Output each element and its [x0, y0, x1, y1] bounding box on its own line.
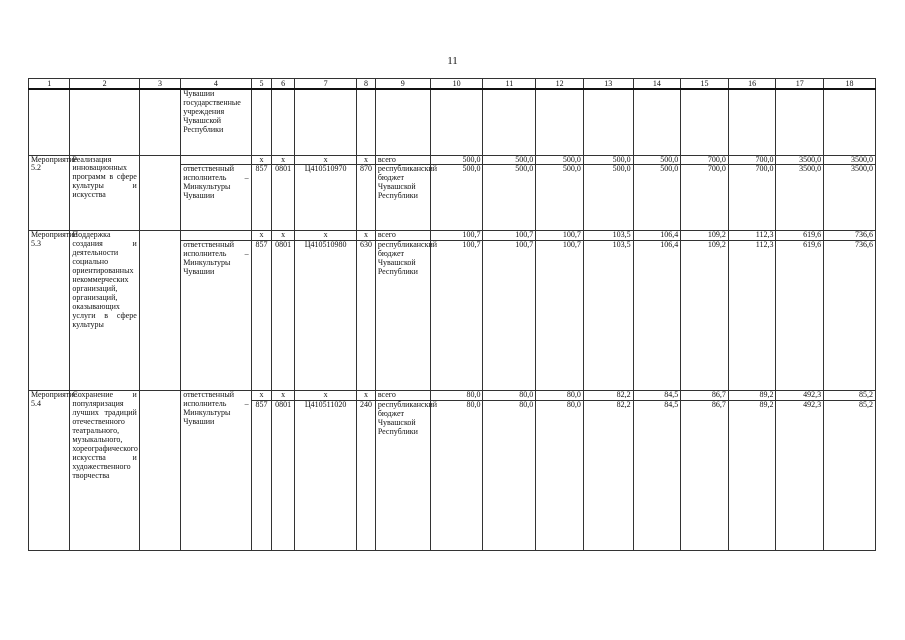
col-header-3: 3 — [139, 79, 180, 90]
col-header-10: 10 — [430, 79, 483, 90]
value-cell: 80,0 — [483, 391, 536, 401]
value-cell: 619,6 — [776, 241, 824, 391]
table-row — [29, 155, 876, 165]
value-cell: 80,0 — [430, 401, 483, 551]
page-number: 11 — [447, 55, 458, 67]
value-cell: 3500,0 — [824, 155, 876, 165]
executor-cell: ответственный исполнитель – Минкультуры Чувашии — [181, 165, 251, 231]
col-header-5: 5 — [251, 79, 272, 90]
value-cell: 500,0 — [536, 155, 584, 165]
source-cell: республиканский бюджет Чувашской Республики — [375, 401, 430, 551]
measure-name: Поддержка создания и деятельности социально ориентированных некоммерческих организаций, организаций, оказывающих услуги в сфере культуры — [70, 231, 139, 391]
value-cell: 103,5 — [583, 231, 633, 241]
measure-id: Мероприятие 5.3 — [29, 231, 70, 391]
value-cell: 103,5 — [583, 241, 633, 391]
value-cell: 106,4 — [633, 231, 681, 241]
value-cell: 3500,0 — [776, 165, 824, 231]
value-cell: 100,7 — [536, 241, 584, 391]
value-cell: 106,4 — [633, 241, 681, 391]
value-cell: 700,0 — [681, 165, 729, 231]
value-cell: 500,0 — [483, 165, 536, 231]
value-cell: 3500,0 — [776, 155, 824, 165]
vr-cell: x — [357, 391, 376, 401]
col-header-12: 12 — [536, 79, 584, 90]
value-cell: 89,2 — [728, 401, 776, 551]
col-header-17: 17 — [776, 79, 824, 90]
value-cell: 100,7 — [430, 231, 483, 241]
vr-cell: 240 — [357, 401, 376, 551]
source-cell: всего — [375, 231, 430, 241]
value-cell: 500,0 — [430, 165, 483, 231]
value-cell: 700,0 — [728, 155, 776, 165]
col-header-4: 4 — [181, 79, 251, 90]
grbs-cell: x — [251, 231, 272, 241]
source-cell: всего — [375, 391, 430, 401]
value-cell: 492,3 — [776, 391, 824, 401]
col-header-14: 14 — [633, 79, 681, 90]
continuation-row — [29, 89, 876, 155]
value-cell: 82,2 — [583, 401, 633, 551]
vr-cell: 870 — [357, 165, 376, 231]
source-cell: всего — [375, 155, 430, 165]
value-cell: 80,0 — [536, 391, 584, 401]
value-cell: 700,0 — [728, 165, 776, 231]
value-cell: 500,0 — [536, 165, 584, 231]
rz-cell: x — [272, 391, 295, 401]
value-cell: 86,7 — [681, 391, 729, 401]
value-cell: 109,2 — [681, 241, 729, 391]
value-cell: 3500,0 — [824, 165, 876, 231]
value-cell: 700,0 — [681, 155, 729, 165]
col-header-8: 8 — [357, 79, 376, 90]
measure-id: Мероприятие 5.4 — [29, 391, 70, 551]
value-cell: 80,0 — [536, 401, 584, 551]
value-cell: 100,7 — [483, 241, 536, 391]
table-row — [29, 391, 876, 401]
col-header-11: 11 — [483, 79, 536, 90]
grbs-cell: 857 — [251, 165, 272, 231]
csr-cell: Ц410511020 — [295, 401, 357, 551]
table-row — [29, 231, 876, 241]
col-header-7: 7 — [295, 79, 357, 90]
value-cell: 500,0 — [583, 155, 633, 165]
csr-cell: x — [295, 231, 357, 241]
csr-cell: Ц410510980 — [295, 241, 357, 391]
value-cell: 80,0 — [483, 401, 536, 551]
col-header-2: 2 — [70, 79, 139, 90]
rz-cell: 0801 — [272, 165, 295, 231]
rz-cell: 0801 — [272, 241, 295, 391]
executor-cell: Чувашии государственные учреждения Чувашской Республики — [181, 89, 251, 155]
value-cell: 100,7 — [483, 231, 536, 241]
value-cell: 84,5 — [633, 391, 681, 401]
value-cell: 109,2 — [681, 231, 729, 241]
column-header-row — [29, 79, 876, 90]
executor-cell: ответственный исполнитель – Минкультуры Чувашии — [181, 391, 251, 551]
value-cell: 736,6 — [824, 231, 876, 241]
source-cell: республиканский бюджет Чувашской Республики — [375, 241, 430, 391]
rz-cell: x — [272, 155, 295, 165]
col-header-18: 18 — [824, 79, 876, 90]
csr-cell: x — [295, 155, 357, 165]
csr-cell: Ц410510970 — [295, 165, 357, 231]
value-cell: 736,6 — [824, 241, 876, 391]
value-cell: 112,3 — [728, 231, 776, 241]
value-cell: 500,0 — [583, 165, 633, 231]
rz-cell: x — [272, 231, 295, 241]
value-cell: 500,0 — [483, 155, 536, 165]
grbs-cell: x — [251, 155, 272, 165]
col-header-1: 1 — [29, 79, 70, 90]
measure-id: Мероприятие 5.2 — [29, 155, 70, 231]
rz-cell: 0801 — [272, 401, 295, 551]
col-header-13: 13 — [583, 79, 633, 90]
col-header-16: 16 — [728, 79, 776, 90]
value-cell: 500,0 — [633, 155, 681, 165]
source-cell: республиканский бюджет Чувашской Республики — [375, 165, 430, 231]
grbs-cell: 857 — [251, 401, 272, 551]
value-cell: 82,2 — [583, 391, 633, 401]
vr-cell: x — [357, 231, 376, 241]
value-cell: 112,3 — [728, 241, 776, 391]
col-header-15: 15 — [681, 79, 729, 90]
csr-cell: x — [295, 391, 357, 401]
budget-table — [28, 78, 876, 551]
value-cell: 100,7 — [430, 241, 483, 391]
value-cell: 89,2 — [728, 391, 776, 401]
value-cell: 84,5 — [633, 401, 681, 551]
value-cell: 500,0 — [430, 155, 483, 165]
value-cell: 85,2 — [824, 391, 876, 401]
measure-name: Реализация инновационных программ в сфере культуры и искусства — [70, 155, 139, 231]
col-header-6: 6 — [272, 79, 295, 90]
executor-cell: ответственный исполнитель – Минкультуры Чувашии — [181, 241, 251, 391]
vr-cell: 630 — [357, 241, 376, 391]
value-cell: 80,0 — [430, 391, 483, 401]
value-cell: 500,0 — [633, 165, 681, 231]
value-cell: 492,3 — [776, 401, 824, 551]
value-cell: 86,7 — [681, 401, 729, 551]
measure-name: Сохранение и популяризация лучших традиций отечественного театрального, музыкального, хореографического искусства и художественного творчества — [70, 391, 139, 551]
value-cell: 100,7 — [536, 231, 584, 241]
value-cell: 85,2 — [824, 401, 876, 551]
grbs-cell: 857 — [251, 241, 272, 391]
col-header-9: 9 — [375, 79, 430, 90]
value-cell: 619,6 — [776, 231, 824, 241]
grbs-cell: x — [251, 391, 272, 401]
vr-cell: x — [357, 155, 376, 165]
